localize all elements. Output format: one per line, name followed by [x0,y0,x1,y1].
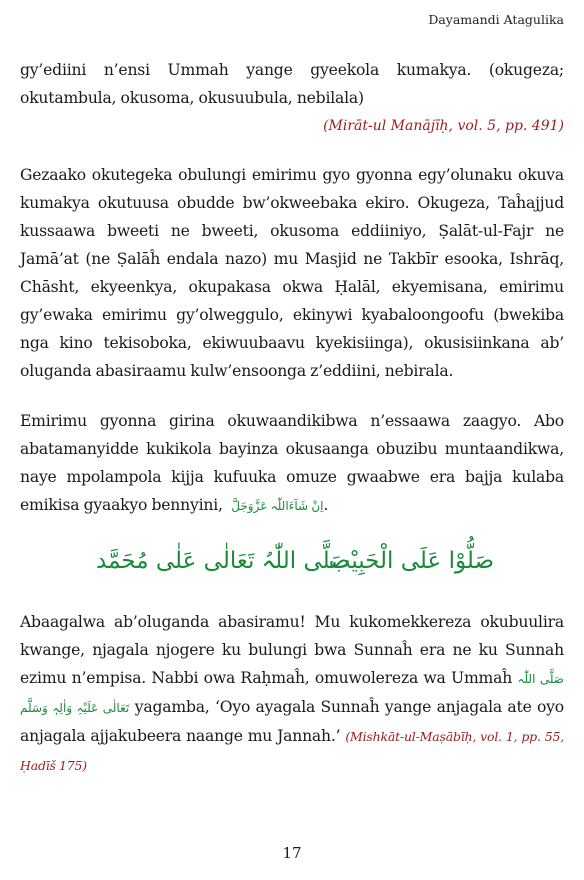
paragraph-4-text-b: yagamba, ‘Oyo ayagala Sunnaĥ yange anjagala ate oyo anjagala ajjakubeera naange mu Jannah.’ [20,698,564,745]
inshallah-arabic: اِنْ شَآءَاللّٰہ عَزَّوَجَلَّ [231,499,324,513]
salawat-line [20,542,564,586]
page-body [20,56,564,780]
page-number: 17 [282,844,302,862]
salawat-response-arabic: صَلَّى اللّٰہُ تَعَالٰی عَلٰی مُحَمَّد [96,548,350,574]
citation-mishkat: (Mishkāt-ul-Maṣābīḥ, vol. 1, pp. 55, Ḥadīš 175) [20,729,564,773]
salawat-call-arabic: صَلُّوْا عَلَى الْحَبِیْب [328,548,494,574]
paragraph-4-text-a: Abaagalwa ab’oluganda abasiramu! Mu kukomekkereza okubuulira kwange, njagala njogere ku bulungi bwa Sunnaĥ era ne ku Sunnah ezimu n’empisa. Nabbi owa Raḥmaĥ, omuwolereza wa Ummaĥ [20,613,564,687]
paragraph-2: Gezaako okutegeka obulungi emirimu gyo gyonna egy’olunaku okuva kumakya okutuusa obudde bw’okweebaka ekiro. Okugeza, Taĥajjud kussaawa bweeti ne bweeti, okusoma eddiiniyo, Ṣalāt-ul-Fajr ne Jamā’at (ne Ṣalāĥ endala nazo) mu Masjid ne Takbīr esooka, Ishrāq, Chāsht, ekyeenkya, okupakasa okwa Ḥalāl, ekyemisana, emirimu gy’ewaka emirimu gy’olweggulo, ekinywi kyabaloongoofu (bwekiba nga kino tekisoboka, ekiwuubaavu kyekisiinga), okusisiinkana ab’ oluganda abasiraamu kulw’ensoonga z’eddiini, nebirala. [20,166,564,380]
paragraph-3 [20,407,564,520]
durood-arabic: صَلَّى اللّٰہ تَعَالٰی عَلَیْہِ وَاٰلِہٖ وَسَلَّم [20,672,564,715]
paragraph-1: gy’ediini n’ensi Ummah yange gyeekola kumakya. (okugeza; okutambula, okusoma, okusuubula, nebilala) [20,61,564,107]
running-header: Dayamandi Atagulika [428,12,564,27]
paragraph-4 [20,608,564,780]
paragraph-3-text: Emirimu gyonna girina okuwaandikibwa n’essaawa zaagyo. Abo abatamanyidde kukikola bayinza okusaanga obuzibu muntaandikwa, naye mpolampola kijja kufuuka omuze gwaabwe era bajja kulaba emikisa gyaakyo bennyini, [20,412,564,514]
citation-mirat: (Mirāt-ul Manājīḥ, vol. 5, pp. 491) [323,118,564,134]
paragraph-3-end: . [323,496,329,514]
